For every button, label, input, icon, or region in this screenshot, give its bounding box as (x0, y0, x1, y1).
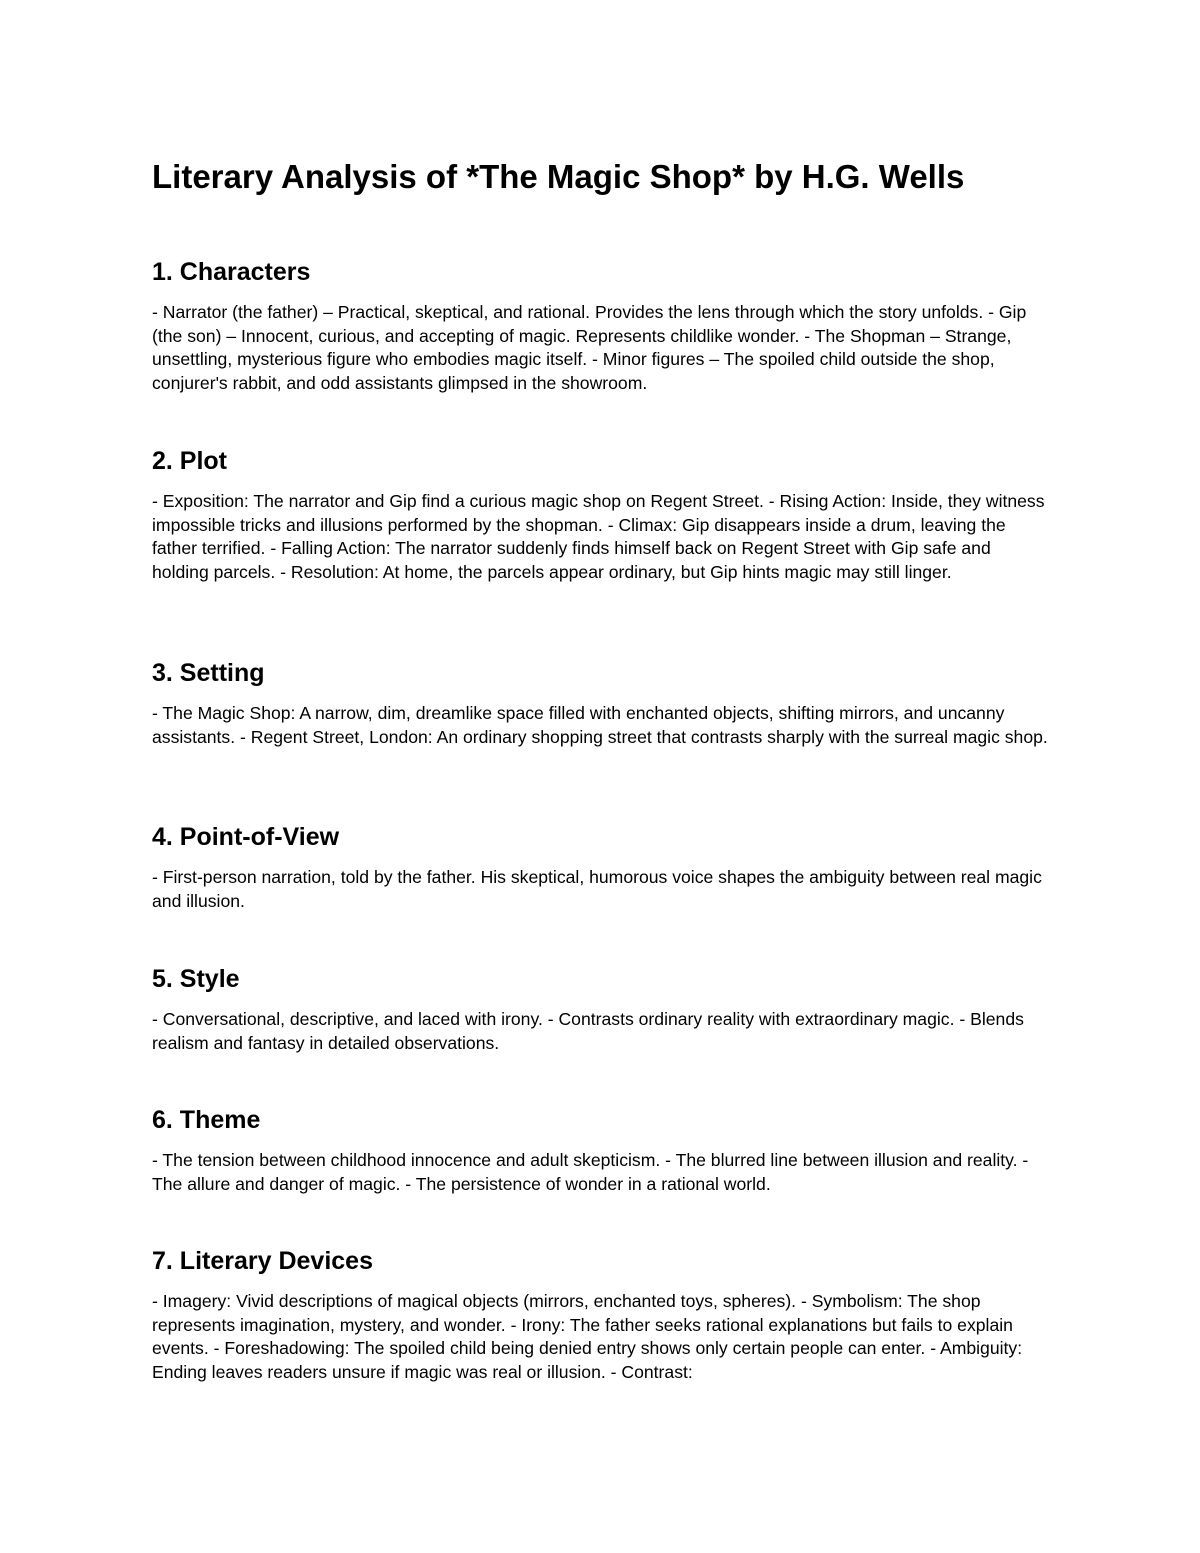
section-characters (152, 255, 1052, 395)
section-heading: 4. Point-of-View (152, 823, 340, 851)
section-body: - The tension between childhood innocence and adult skepticism. - The blurred line between illusion and reality. - The allure and danger of magic. - The persistence of wonder in a rational world. (152, 1150, 1029, 1194)
section-setting (152, 656, 1052, 749)
section-body: - Narrator (the father) – Practical, skeptical, and rational. Provides the lens through which the story unfolds. - Gip (the son) – Innocent, curious, and accepting of magic. Represents childlike wonder. - The Shopman – Strange, unsettling, mysterious figure who embodies magic itself. - Minor figures – The spoiled child outside the shop, conjurer's rabbit, and odd assistants glimpsed in the showroom. (152, 302, 1027, 393)
section-literary-devices (152, 1244, 1052, 1384)
section-body: - Exposition: The narrator and Gip find a curious magic shop on Regent Street. - Rising Action: Inside, they witness impossible tricks and illusions performed by the shopman. - Climax: Gip disappears inside a drum, leaving the father terrified. - Falling Action: The narrator suddenly finds himself back on Regent Street with Gip safe and holding parcels. - Resolution: At home, the parcels appear ordinary, but Gip hints magic may still linger. (152, 491, 1045, 582)
section-heading: 2. Plot (152, 447, 228, 475)
section-body: - Conversational, descriptive, and laced with irony. - Contrasts ordinary reality with extraordinary magic. - Blends realism and fantasy in detailed observations. (152, 1009, 1024, 1053)
section-point-of-view (152, 820, 1052, 913)
section-heading: 5. Style (152, 965, 240, 993)
section-style (152, 962, 1052, 1055)
section-theme (152, 1103, 1052, 1196)
document-title: Literary Analysis of *The Magic Shop* by H.G. Wells (152, 158, 965, 195)
section-plot (152, 444, 1052, 584)
section-heading: 1. Characters (152, 258, 311, 286)
section-heading: 7. Literary Devices (152, 1247, 373, 1275)
section-body: - First-person narration, told by the father. His skeptical, humorous voice shapes the ambiguity between real magic and illusion. (152, 867, 1042, 911)
section-body: - Imagery: Vivid descriptions of magical objects (mirrors, enchanted toys, spheres). - Symbolism: The shop represents imagination, mystery, and wonder. - Irony: The father seeks rational explanations but fails to explain events. - Foreshadowing: The spoiled child being denied entry shows only certain people can enter. - Ambiguity: Ending leaves readers unsure if magic was real or illusion. - Contrast: (152, 1291, 1023, 1382)
section-heading: 6. Theme (152, 1106, 261, 1134)
section-heading: 3. Setting (152, 659, 265, 687)
section-body: - The Magic Shop: A narrow, dim, dreamlike space filled with enchanted objects, shifting mirrors, and uncanny assistants. - Regent Street, London: An ordinary shopping street that contrasts sharply with the surreal magic shop. (152, 703, 1048, 747)
